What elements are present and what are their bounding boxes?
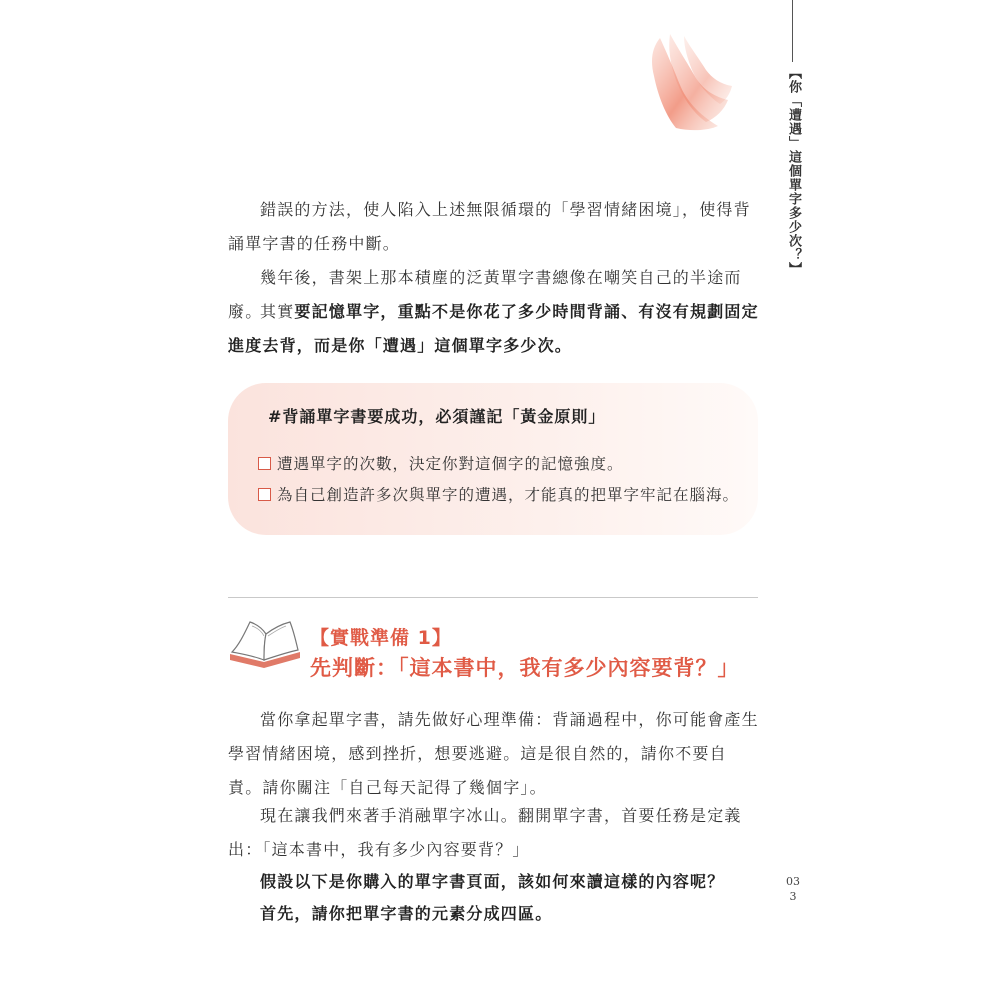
running-title: 【你「遭遇」這個單字多少次？】 (786, 66, 801, 276)
body-paragraph-4: 首先，請你把單字書的元素分成四區。 (260, 904, 553, 923)
section-title: 先判斷：「這本書中，我有多少內容要背？」 (310, 656, 740, 680)
wing-icon (640, 30, 735, 140)
callout-item-2-text: 為自己創造許多次與單字的遭遇，才能真的把單字牢記在腦海。 (277, 486, 740, 504)
section-label: 【實戰準備 1】 (310, 627, 452, 649)
callout-item-2 (258, 483, 739, 505)
checkbox-icon (258, 488, 271, 501)
intro-paragraph-3-lead: 其實 (260, 302, 295, 321)
callout-heading: #背誦單字書要成功，必須謹記「黃金原則」 (268, 407, 606, 426)
intro-paragraph-2: 幾年後，書架上那本積塵的泛黃單字書總像在嘲笑自己的半途而廢。 (228, 268, 742, 321)
callout-item-1-text: 遭遇單字的次數，決定你對這個字的記憶強度。 (277, 455, 624, 473)
section-divider (228, 597, 758, 598)
callout-item-1 (258, 452, 624, 474)
page-number: 033 (786, 875, 800, 903)
intro-paragraph-1: 錯誤的方法，使人陷入上述無限循環的「學習情緒困境」，使得背誦單字書的任務中斷。 (228, 200, 751, 253)
body-paragraph-3: 假設以下是你購入的單字書頁面，該如何來讀這樣的內容呢？ (260, 872, 725, 891)
header-rule (792, 0, 793, 62)
intro-paragraph-3 (228, 295, 760, 363)
body-paragraph-2: 現在讓我們來著手消融單字冰山。翻開單字書，首要任務是定義出：「這本書中，我有多少內容要背？」 (228, 806, 742, 859)
open-book-icon (226, 614, 304, 668)
checkbox-icon (258, 457, 271, 470)
intro-paragraph-3-emphasis: 要記憶單字，重點不是你花了多少時間背誦、有沒有規劃固定進度去背，而是你「遭遇」這個單字多少次。 (228, 302, 759, 355)
body-paragraph-1: 當你拿起單字書，請先做好心理準備：背誦過程中，你可能會產生學習情緒困境，感到挫折，想要逃避。這是很自然的，請你不要自責。請你關注「自己每天記得了幾個字」。 (228, 710, 759, 797)
